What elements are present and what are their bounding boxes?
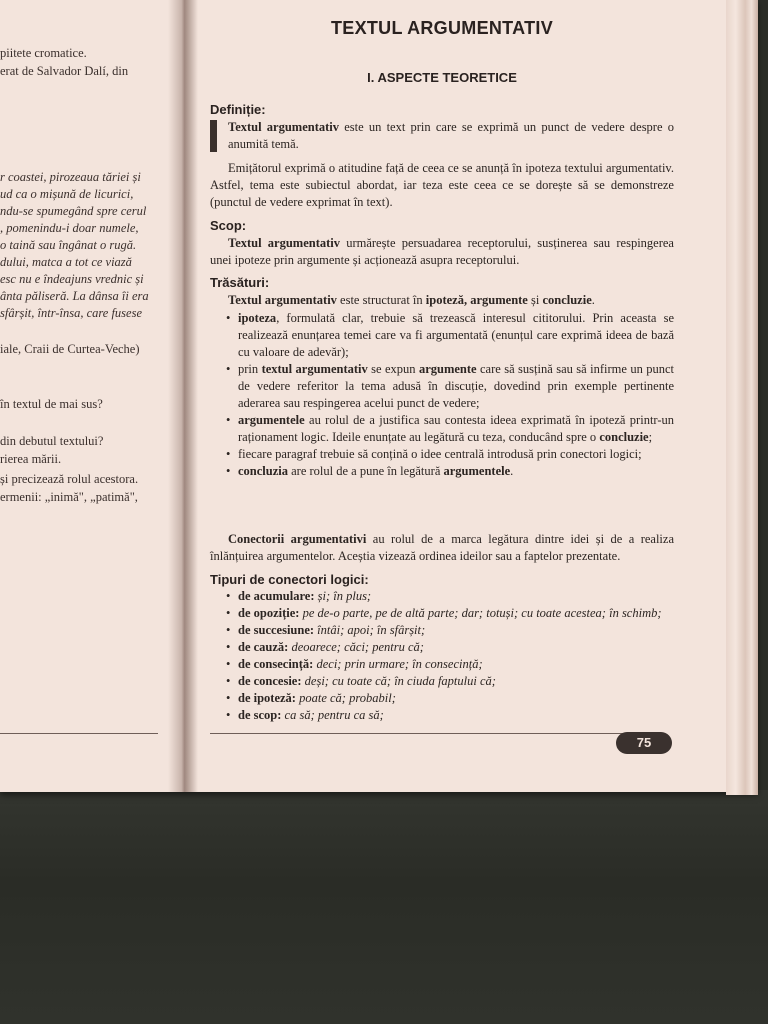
- connector-type-label: de cauză:: [238, 640, 289, 654]
- connector-type-label: de concesie:: [238, 674, 302, 688]
- list-item: [226, 656, 674, 673]
- page-title: TEXTUL ARGUMENTATIV: [330, 18, 554, 38]
- definitie-paragraph: Textul argumentativ este un text prin care se exprimă un punct de vedere despre o anumită temă.: [228, 120, 674, 151]
- left-page-line: în textul de mai sus?: [0, 397, 103, 411]
- scop-paragraph: Textul argumentativ urmărește persuadarea receptorului, susținerea sau respingerea unei ipoteze prin argumente și acționează asupra receptorului.: [210, 236, 674, 267]
- left-page-line: ânta păliseră. La dânsa îi era: [0, 289, 149, 303]
- connector-examples: întâi; apoi; în sfârșit;: [317, 623, 426, 637]
- connector-examples: poate că; probabil;: [299, 691, 396, 705]
- connector-type-label: de succesiune:: [238, 623, 315, 637]
- right-page-footer-rule: [210, 733, 630, 734]
- right-page: [200, 0, 720, 792]
- left-page: [0, 0, 180, 792]
- left-page-line: piitete cromatice.: [0, 46, 87, 60]
- definition-marker-bar: [210, 120, 217, 152]
- left-page-line: erat de Salvador Dalí, din: [0, 64, 129, 78]
- list-item: [226, 707, 674, 724]
- list-item: • ipoteza, formulată clar, trebuie să trezească interesul cititorului. Prin aceasta se realizează enunțarea temei care va fi argumentată (enunțul care exprimă ideea de bază cu valoare de adevăr);: [226, 310, 674, 361]
- left-page-footer-rule: [0, 733, 158, 734]
- list-item: • prin textul argumentativ se expun argumente care să susțină sau să infirme un punct de vedere referitor la tema adusă în discuție, dovedind prin exemple pertinente aderarea sau respingerea acelui punct de vedere;: [226, 361, 674, 412]
- definitie-heading: Definiție:: [210, 102, 266, 117]
- section-subtitle: I. ASPECTE TEORETICE: [367, 70, 517, 85]
- conectori-paragraph: Conectorii argumentativi au rolul de a marca legătura dintre idei și de a realiza înlănțuirea argumentelor. Aceștia vizează ordinea ideilor sau a faptelor prezentate.: [210, 532, 675, 563]
- list-item: [226, 588, 674, 605]
- connector-examples: și; în plus;: [317, 589, 372, 603]
- connector-examples: deci; prin urmare; în consecință;: [316, 657, 483, 671]
- book-gutter: [168, 0, 198, 792]
- conectori-list: [226, 588, 674, 724]
- left-page-line: rierea mării.: [0, 452, 62, 466]
- left-page-line: ndu-se spumegând spre cerul: [0, 204, 147, 218]
- list-item: [226, 639, 674, 656]
- page-stack-edge: [726, 0, 758, 795]
- connector-examples: deoarece; căci; pentru că;: [291, 640, 424, 654]
- left-page-line: iale, Craii de Curtea-Veche): [0, 342, 140, 356]
- trasaturi-heading: Trăsături:: [210, 275, 270, 290]
- connector-examples: deși; cu toate că; în ciuda faptului că;: [304, 674, 496, 688]
- trasaturi-intro: Textul argumentativ este structurat în ipoteză, argumente și concluzie.: [228, 293, 595, 307]
- list-item: • concluzia are rolul de a pune în legătură argumentele.: [226, 463, 674, 480]
- left-page-line: sfârșit, într-însa, care fusese: [0, 306, 142, 320]
- connector-type-label: de consecință:: [238, 657, 314, 671]
- list-item: [226, 673, 674, 690]
- page-number-badge: 75: [616, 732, 672, 754]
- list-item: [226, 605, 674, 622]
- list-item: • argumentele au rolul de a justifica sau contesta ideea exprimată în ipoteză printr-un raționament logic. Ideile enunțate au legătură cu teza, conducând spre o concluzie;: [226, 412, 674, 446]
- trasaturi-list: [226, 310, 674, 480]
- left-page-line: ud ca o mișună de licurici,: [0, 187, 134, 201]
- left-page-line: ermenii: „inimă", „patimă",: [0, 490, 138, 504]
- left-page-line: dului, matca a tot ce viază: [0, 255, 132, 269]
- tipuri-heading: Tipuri de conectori logici:: [210, 572, 369, 587]
- left-page-line: din debutul textului?: [0, 434, 104, 448]
- list-item: [226, 690, 674, 707]
- left-page-line: și precizează rolul acestora.: [0, 472, 139, 486]
- list-item: [226, 622, 674, 639]
- connector-examples: pe de-o parte, pe de altă parte; dar; totuși; cu toate acestea; în schimb;: [302, 606, 662, 620]
- list-item: • fiecare paragraf trebuie să conțină o idee centrală introdusă prin conectori logici;: [226, 446, 674, 463]
- left-page-line: r coastei, pirozeaua tăriei și: [0, 170, 141, 184]
- scop-heading: Scop:: [210, 218, 247, 233]
- left-page-line: esc nu e îndeajuns vrednic și: [0, 272, 144, 286]
- left-page-line: o taină sau îngânat o rugă.: [0, 238, 137, 252]
- definitie-paragraph-2: Emițătorul exprimă o atitudine față de ceea ce se anunță în ipoteza textului argumentativ. Astfel, tema este subiectul abordat, iar teza este ceea ce se dorește să se demonstreze (punctul de vedere exprimat în text).: [210, 161, 674, 209]
- left-page-line: , pomenindu-i doar numele,: [0, 221, 139, 235]
- connector-type-label: de acumulare:: [238, 589, 315, 603]
- connector-type-label: de scop:: [238, 708, 282, 722]
- connector-examples: ca să; pentru ca să;: [284, 708, 384, 722]
- connector-type-label: de opoziție:: [238, 606, 300, 620]
- table-surface: [0, 790, 768, 1024]
- connector-type-label: de ipoteză:: [238, 691, 296, 705]
